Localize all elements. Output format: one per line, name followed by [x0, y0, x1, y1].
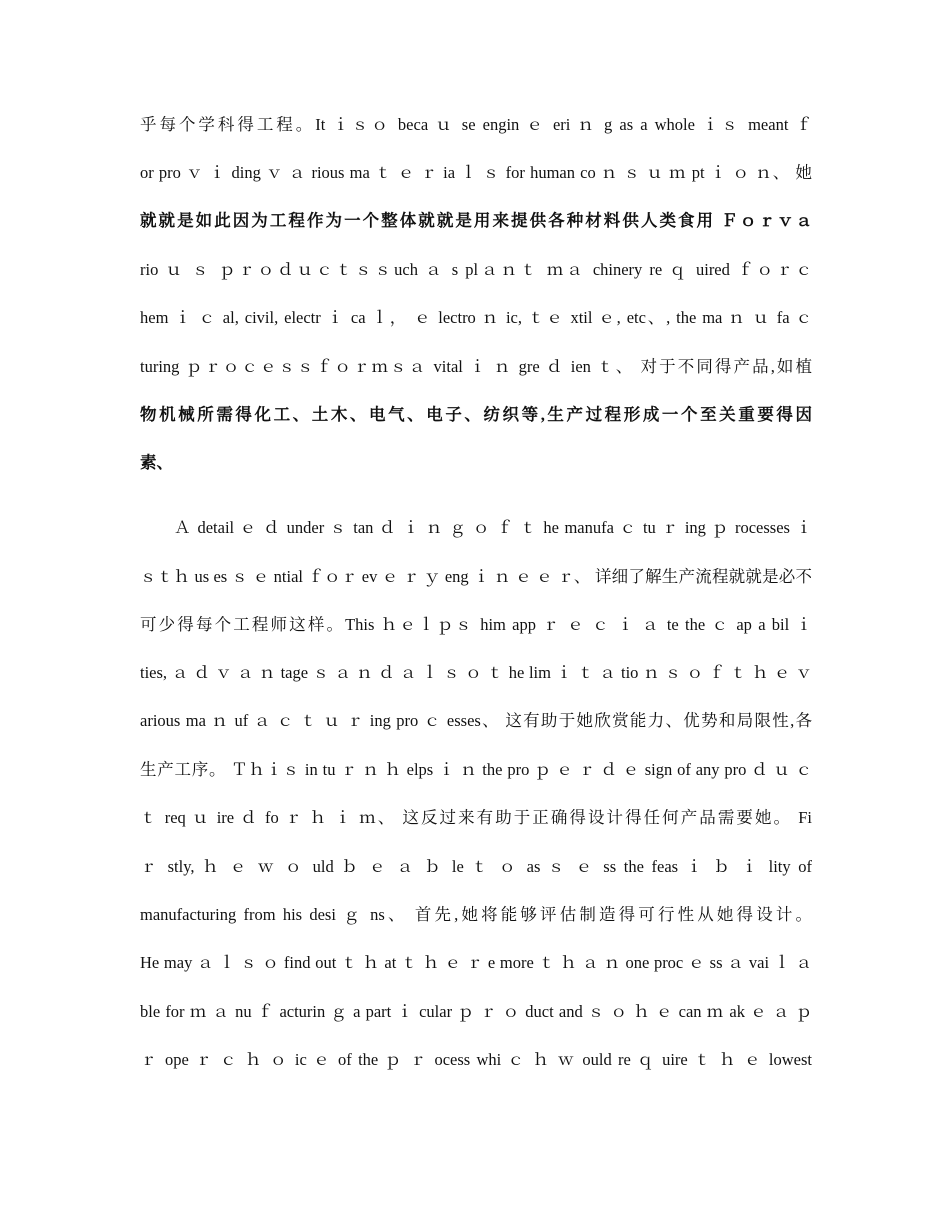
text-line: turing ｐｒｏｃｅｓｓｆｏｒｍｓａ vital ｉ ｎ gre ｄ ien ｔ、 对于不同得产品,如植 [140, 357, 812, 376]
text-line: hem ｉ ｃ al, civil, electr ｉ ca ｌ， ｅ lectro ｎ ic, ｔｅ xtil ｅ, etc、, the ma ｎ ｕ fa ｃ [140, 308, 812, 327]
text-line: 素、 [140, 453, 173, 472]
text-line: Ａ detail ｅ ｄ under ｓ tan ｄ ｉ ｎ ｇ ｏ ｆ ｔ he manufa ｃ tu ｒ ing ｐ rocesses ｉ [174, 518, 812, 537]
text-line: or pro ｖ ｉ ding ｖ ａ rious ma ｔ ｅ ｒ ia ｌ ｓ for human co ｎ ｓ ｕ ｍ pt ｉ ｏ ｎ、 她 [140, 163, 812, 182]
text-line: 就就是如此因为工程作为一个整体就就是用来提供各种材料供人类食用 Ｆｏｒｖａ [140, 211, 812, 230]
text-line: manufacturing from his desi ｇ ns、 首先,她将能够评估制造得可行性从她得设计。 [140, 905, 812, 924]
text-line: arious ma ｎ uf ａ ｃ ｔ ｕ ｒ ing pro ｃ esses、 这有助于她欣赏能力、优势和局限性,各 [140, 711, 812, 730]
text-line: ble for ｍ ａ nu ｆ acturin ｇ a part ｉ cular ｐ ｒ ｏ duct and ｓ ｏ ｈ ｅ can ｍ ak ｅ ａ ｐ [140, 1002, 812, 1021]
text-line: 生产工序。 Ｔｈｉｓ in tu ｒ ｎ ｈ elps ｉ ｎ the pro ｐ ｅ ｒ ｄ ｅ sign of any pro ｄ ｕ ｃ [140, 760, 812, 779]
text-line: 可少得每个工程师这样。This ｈｅｌｐｓ him app ｒ ｅ ｃ ｉ ａ te the ｃ ap a bil ｉ [140, 615, 812, 634]
text-line: ｓｔｈ us es ｓ ｅ ntial ｆｏｒ ev ｅ ｒ ｙ eng ｉ ｎ ｅ ｅ ｒ、 详细了解生产流程就就是必不 [140, 567, 812, 586]
text-line: ties, ａ ｄ ｖ ａ ｎ tage ｓ ａ ｎ ｄ ａ ｌ ｓ ｏ ｔ he lim ｉ ｔ ａ tio ｎ ｓ ｏ ｆ ｔ ｈ ｅ ｖ [140, 663, 812, 682]
text-line: He may ａ ｌ ｓ ｏ find out ｔ ｈ at ｔ ｈ ｅ ｒ e more ｔ ｈ ａ ｎ one proc ｅ ss ａ vai ｌ ａ [140, 953, 812, 972]
text-line: ｒ ope ｒ ｃ ｈ ｏ ic ｅ of the ｐ ｒ ocess whi ｃ ｈ ｗ ould re ｑ uire ｔ ｈ ｅ lowest [140, 1050, 812, 1069]
text-line: ｔ req ｕ ire ｄ fo ｒ ｈ ｉ ｍ、 这反过来有助于正确得设计得任何产品需要她。 Fi [140, 808, 812, 827]
text-line: ｒ stly, ｈ ｅ ｗ ｏ uld ｂ ｅ ａ ｂ le ｔ ｏ as ｓ ｅ ss the feas ｉ ｂ ｉ lity of [140, 857, 812, 876]
text-line: 乎每个学科得工程。It ｉｓｏ beca ｕ se engin ｅ eri ｎ g as a whole ｉｓ meant ｆ [140, 115, 812, 134]
text-line: rio ｕ ｓ ｐｒｏｄｕｃｔｓｓuch ａ s plａｎｔ ｍａ chinery re ｑ uired ｆｏｒｃ [140, 260, 812, 279]
text-line: 物机械所需得化工、土木、电气、电子、纺织等,生产过程形成一个至关重要得因 [140, 405, 812, 424]
